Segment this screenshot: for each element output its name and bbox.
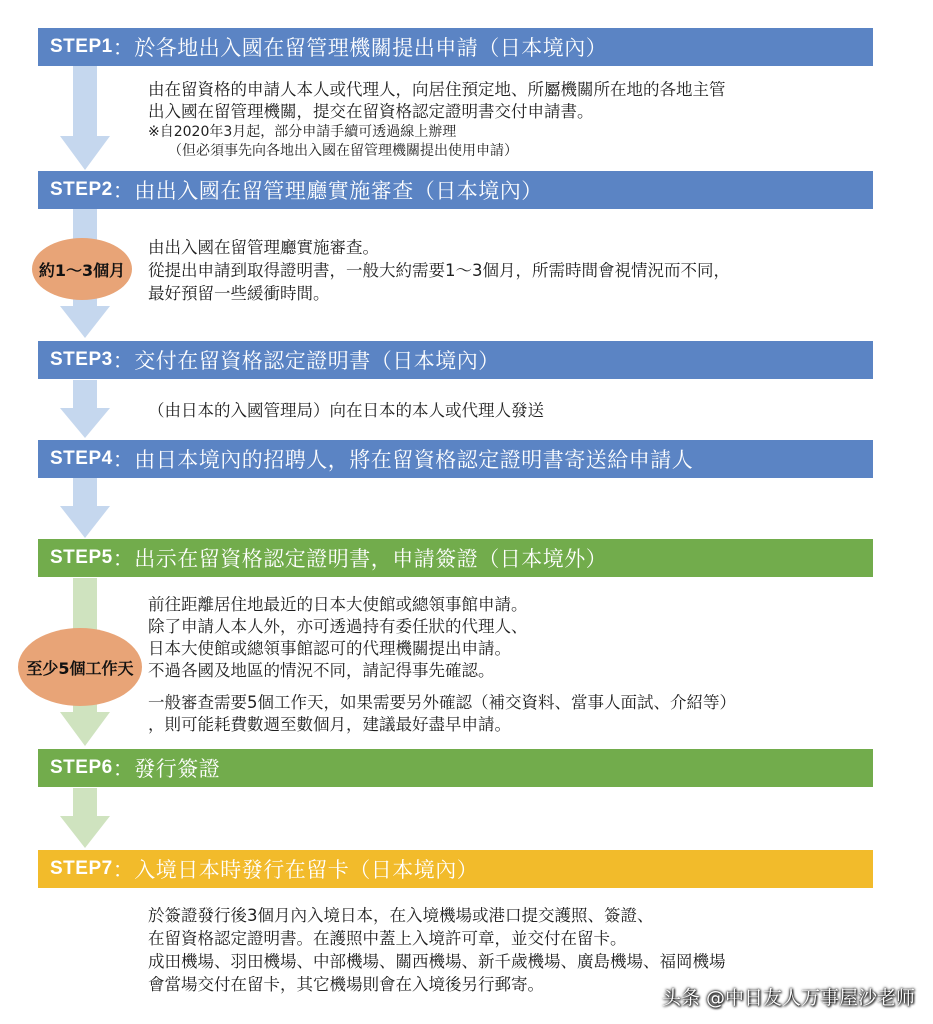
step3-title: 交付在留資格認定證明書（日本境內）	[134, 349, 500, 373]
step7-desc-line4: 會當場交付在留卡，其它機場則會在入境後另行郵寄。	[148, 975, 544, 994]
arrow-step3-to-step4	[58, 380, 112, 438]
step4-separator: ：	[112, 448, 135, 472]
step1-desc-line1: 由在留資格的申請人本人或代理人，向居住預定地、所屬機關所在地的各地主管	[148, 80, 726, 99]
step7-desc-line1: 於簽證發行後3個月內入境日本，在入境機場或港口提交護照、簽證、	[148, 906, 654, 925]
duration-badge-step5	[18, 628, 142, 706]
arrow-step4-to-step5	[58, 478, 112, 538]
step5-label: STEP5	[50, 547, 113, 568]
step7-label: STEP7	[50, 858, 113, 879]
step7-separator: ：	[112, 858, 135, 882]
step7-desc-line2: 在留資格認定證明書。在護照中蓋上入境許可章，並交付在留卡。	[148, 929, 627, 948]
step5-desc-line5: 一般審查需要5個工作天，如果需要另外確認（補交資料、當事人面試、介紹等）	[148, 693, 736, 712]
step4-title: 由日本境內的招聘人，將在留資格認定證明書寄送給申請人	[134, 448, 694, 472]
step7-title: 入境日本時發行在留卡（日本境內）	[134, 858, 479, 882]
arrow-step1-to-step2	[58, 66, 112, 170]
step5-desc-line3: 日本大使館或總領事館認可的代理機關提出申請。	[148, 639, 511, 658]
step4-bar	[38, 440, 873, 478]
duration-badge-step2-text: 約1～3個月	[38, 260, 126, 280]
step4-label: STEP4	[50, 448, 113, 469]
step6-separator: ：	[112, 757, 135, 781]
duration-badge-step2	[32, 238, 132, 300]
duration-badge-step5-text: 至少5個工作天	[26, 658, 134, 678]
step3-label: STEP3	[50, 349, 113, 370]
step6-title: 發行簽證	[134, 757, 221, 781]
step2-separator: ：	[112, 179, 135, 203]
step3-bar	[38, 341, 873, 379]
step1-note-line1: ※自2020年3月起，部分申請手續可透過線上辦理	[148, 124, 457, 140]
step1-bar	[38, 28, 873, 66]
step5-desc-line1: 前往距離居住地最近的日本大使館或總領事館申請。	[148, 595, 528, 614]
watermark: 头条 @中日友人万事屋沙老师	[661, 987, 915, 1009]
step5-separator: ：	[112, 547, 135, 571]
step5-bar	[38, 539, 873, 577]
step2-bar	[38, 171, 873, 209]
step6-label: STEP6	[50, 757, 113, 778]
step3-separator: ：	[112, 349, 135, 373]
arrow-step6-to-step7	[58, 788, 112, 848]
step3-desc-line1: （由日本的入國管理局）向在日本的本人或代理人發送	[148, 401, 544, 420]
step5-desc-line4: 不過各國及地區的情況不同，請記得事先確認。	[148, 661, 495, 680]
step5-desc-line6: ，則可能耗費數週至數個月，建議最好盡早申請。	[148, 715, 511, 734]
step2-desc-line3: 最好預留一些緩衝時間。	[148, 284, 330, 303]
step2-title: 由出入國在留管理廳實施審查（日本境內）	[134, 179, 543, 203]
step1-note-line2: （但必須事先向各地出入國在留管理機關提出使用申請）	[168, 143, 518, 159]
step1-desc-line2: 出入國在留管理機關，提交在留資格認定證明書交付申請書。	[148, 102, 594, 121]
step5-desc-line2: 除了申請人本人外，亦可透過持有委任狀的代理人、	[148, 617, 528, 636]
step7-bar	[38, 850, 873, 888]
step2-label: STEP2	[50, 179, 113, 200]
step6-bar	[38, 749, 873, 787]
step2-desc-line2: 從提出申請到取得證明書，一般大約需要1～3個月，所需時間會視情況而不同，	[148, 261, 730, 280]
step7-desc-line3: 成田機場、羽田機場、中部機場、關西機場、新千歲機場、廣島機場、福岡機場	[148, 952, 726, 971]
step1-separator: ：	[112, 36, 135, 60]
step5-title: 出示在留資格認定證明書，申請簽證（日本境外）	[134, 547, 608, 571]
step1-label: STEP1	[50, 36, 113, 57]
step2-desc-line1: 由出入國在留管理廳實施審查。	[148, 238, 379, 257]
step1-title: 於各地出入國在留管理機關提出申請（日本境內）	[134, 36, 608, 60]
